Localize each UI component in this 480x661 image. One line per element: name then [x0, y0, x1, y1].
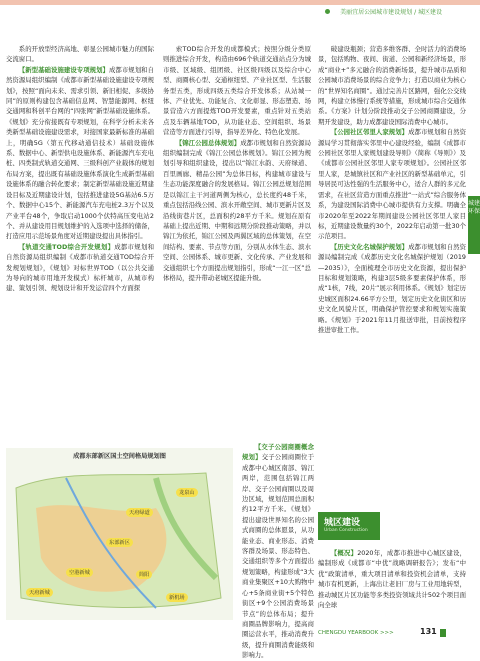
paragraph: [318, 548, 466, 610]
paragraph: [6, 242, 154, 294]
paragraph: [318, 44, 466, 127]
paragraph-text: 索TOD综合开发的成都模式；按照分级分类原则推进综合开发，构造由696个轨道交通站点分为城市级、区域级、组团级、社区级四级以及综合中心型、商圈核心型、交通枢纽型、产业社区型、生活服务型五类，形成四级五类综合开发体系；从站城一体、产业优先、功能复合、文化彰显、形态塑造、场景营造六方面提炼TOD开发要素，重点针对五类站点及车辆基地TOD，从功能业态、空间组织、场景营造等方面进行引导，指导差异化、特色化发展。: [163, 45, 311, 137]
paragraph-text: 2020年，成都市推进中心城区建设，编制形成《成都市“中优”战略调研报告》；发布“中优”政策清单，重大项目清单和投资机会清单，支持城市有机更新，上海出让老旧厂房与工业用地转型，推动城区片区功能等多类投资领域共计502个项目面向全球: [318, 549, 467, 610]
footer-book-title: CHENGDU YEARBOOK >>>: [318, 630, 394, 636]
paragraph-text: 系的开放型经济高地、彰显公园城市魅力的国际交流窗口。: [6, 45, 154, 64]
map-label: 简阳: [136, 570, 152, 579]
header-dot-icon: [325, 9, 330, 14]
paragraph: [163, 44, 311, 138]
paragraph-heading: 【轨道交通TOD综合开发规划】: [18, 242, 115, 251]
section-title: 城区建设: [324, 518, 361, 528]
page-marker: [440, 629, 446, 637]
section-banner: [318, 512, 380, 540]
paragraph-text: 成都市规划和自然资源局组织编制《成都市轨道交通TOD综合开发规划规划》，《规划》对标世界TOD（以公共交通为导向的城市用地开发模式）标杆城市，从城市构建、策划引领、规划设计和开发运营四个方面探: [6, 242, 154, 293]
paragraph-text: 破建设瓶颈；营造多维客群、全时活力的消费场景，包括购物、夜间、街道、公园和新经济场景，形成“商业+”多元融合的消费新场景，提升城市品质和公园城市消费场景的综合竞争力；打造以商业为核心的“世界知名商圈”。通过完善片区路网，强化公交线网，构建立体慢行系统等措施，形成城市综合交通体系。《方案》计划分阶段推动交子公园商圈建设，分期开发建设，助力成都建设国际消费中心城市。: [318, 45, 466, 126]
page-number: 131: [420, 627, 437, 636]
paragraph: [6, 65, 154, 242]
column-1: [6, 44, 154, 294]
map-label: 天府新城: [26, 588, 53, 597]
paragraph-heading: 【交子公园商圈概念规划】: [242, 443, 314, 462]
paragraph-heading: 【历史文化名城保护规划】: [330, 242, 409, 251]
paragraph-heading: 【锦江公园总体规划】: [175, 138, 241, 147]
paragraph-heading: 【公园社区邻里人家规划】: [330, 128, 409, 137]
paragraph-text: 交子公园商圈位于成都中心城区南部、锦江两岸，范围包括锦江两岸、交子公园商圈以及周边区域，规划范围总面积约12平方千米。《规划》提出建设世界知名的公园式商圈的总体愿景，从功能业态、商业形态、消费客群及场景、形态特色、交通组织等多个方面提出规划策略，构建形成“3大商业集聚区+10大购物中心+5条商业街+5个特色街区+9个公园消费场景节点”的总体布局；提升商圈品牌影响力，提高商圈运营水平，推动消费升级，提升商圈消费能级和影响力。: [242, 453, 315, 660]
running-header: [0, 5, 480, 17]
paragraph-text: 成都市规划和自然资源局组织编制《成都市新型基础设施建设专项规划》，按照“面向未来、需求引领、新旧相促、多级协同”的原则构建包含基础信息网、智慧能源网、枢纽交通网和科创平台网的“四张网”新型基础设施体系。《规划》充分衔接既有专项规划，在科学分析未来各类新型基础设施建设需求，对接国家最新标准的基础上，明确5G（第五代移动通信技术）基础设施体系、数据中心、新型供电设施体系、新能源汽车充电桩、四类制式轨道交通网、三级科创产业载体的规划布局方案，提出既有基础设施体系演化生成新型基础设施体系的融合转化要求；制定新型基础设施近期建设目标及近期建设计划，包括推进建设5G基站6.5万个、数据中心15个、新能源汽车充电桩2.3万个以及产业平台48个，争取启动1000个伏特高压变电站2个、并从建设用目规划维护的入选项中选择的储备，打造应用示范场景角度对近期建设提出具体指引。: [6, 65, 155, 241]
column-3: [318, 44, 466, 502]
map-title: 成都东部新区国土空间格局规划图: [73, 453, 166, 460]
map-label: 东部新区: [106, 538, 133, 547]
column-2-lower: [242, 442, 315, 660]
map-label: 天府绿道: [126, 508, 153, 517]
page-footer: [0, 623, 480, 651]
map-figure: [6, 448, 233, 620]
paragraph-heading: 【概况】: [330, 549, 358, 557]
paragraph: [6, 44, 154, 65]
paragraph-text: 成都市规划和自然资源局组织编制完成《锦江公园总体规划》。锦江公园为规划引导和组织建设，提出以“锦江水韵、天府绿道、百里画廊、精品公园”为总体目标，构建城市建设与生态功能深度融合的发展格局。锦江公园总规划范围是以锦江主干河道两侧为核心，总长度约48千米，重点包括沿线公园、滨水开敞空间、城市更新片区及沿线街巷片区，总面积约28平方千米。规划在原有基础上提出近期、中期和远期分阶段推动策略，并以锦江为依托，锦江公园及两翼区域的总体策划，在空间结构、要素、节点等方面，分别从水体生态、滨水空间、公园体系、城市更新、文化传承、产业发展和交通组织七个方面提出规划指引，形成“一江一区”总体格局，提升带动老城区提能升级。: [163, 138, 311, 282]
running-title: 美丽宜居公园城市建设规划 / 城区建设: [340, 9, 442, 16]
paragraph-text: 成都市规划和自然资源局学习贯彻落实邻里中心建设经验，编制《成都市公园社区邻里人家规划建设导则》（简称《导则》）及《成都市公园社区邻里人家专项规划》。公园社区邻里人家，是城镇社区和产业社区的新型基础单元，引导居民可达性强的生活服务中心，适合人群的多元化需求，在社区营造方面重点推进“一站式”综合服务体系，为建设国际消费中心城市提供有力支撑。明确全市2020年至2022年期间建设公园社区邻里人家目标，近期建设数量约30个，2022年启动第一批30个示范项目。: [318, 128, 467, 241]
paragraph: [163, 138, 311, 284]
paragraph: [318, 127, 466, 241]
column-3-lower: [318, 548, 466, 620]
map-label: 空港新城: [66, 568, 93, 577]
column-2: [163, 44, 311, 424]
map-label: 新机场: [166, 593, 188, 602]
section-subtitle: Urban Construction: [324, 528, 368, 533]
paragraph-heading: 【新型基础设施建设专项规划】: [18, 65, 109, 74]
map-label: 龙泉山: [176, 488, 198, 497]
paragraph-text: 成都市规划和自然资源局编制完成《成都历史文化名城保护规划（2019—2035）》，全面梳理全市历史文化资源，提出保护目标和规划策略，构建3层5级多要素保护体系，形成“1核，7线，20片”展示利用体系。《规划》划定历史城区面积24.66平方公里，划定历史文化街区和历史文化风貌片区，明确保护管控要求和规划实施策略。《规划》于2021年11月报送审批，目前按程序推进审批工作。: [318, 242, 467, 334]
side-section-tab: 城建环保: [468, 196, 480, 254]
paragraph: [318, 242, 466, 336]
